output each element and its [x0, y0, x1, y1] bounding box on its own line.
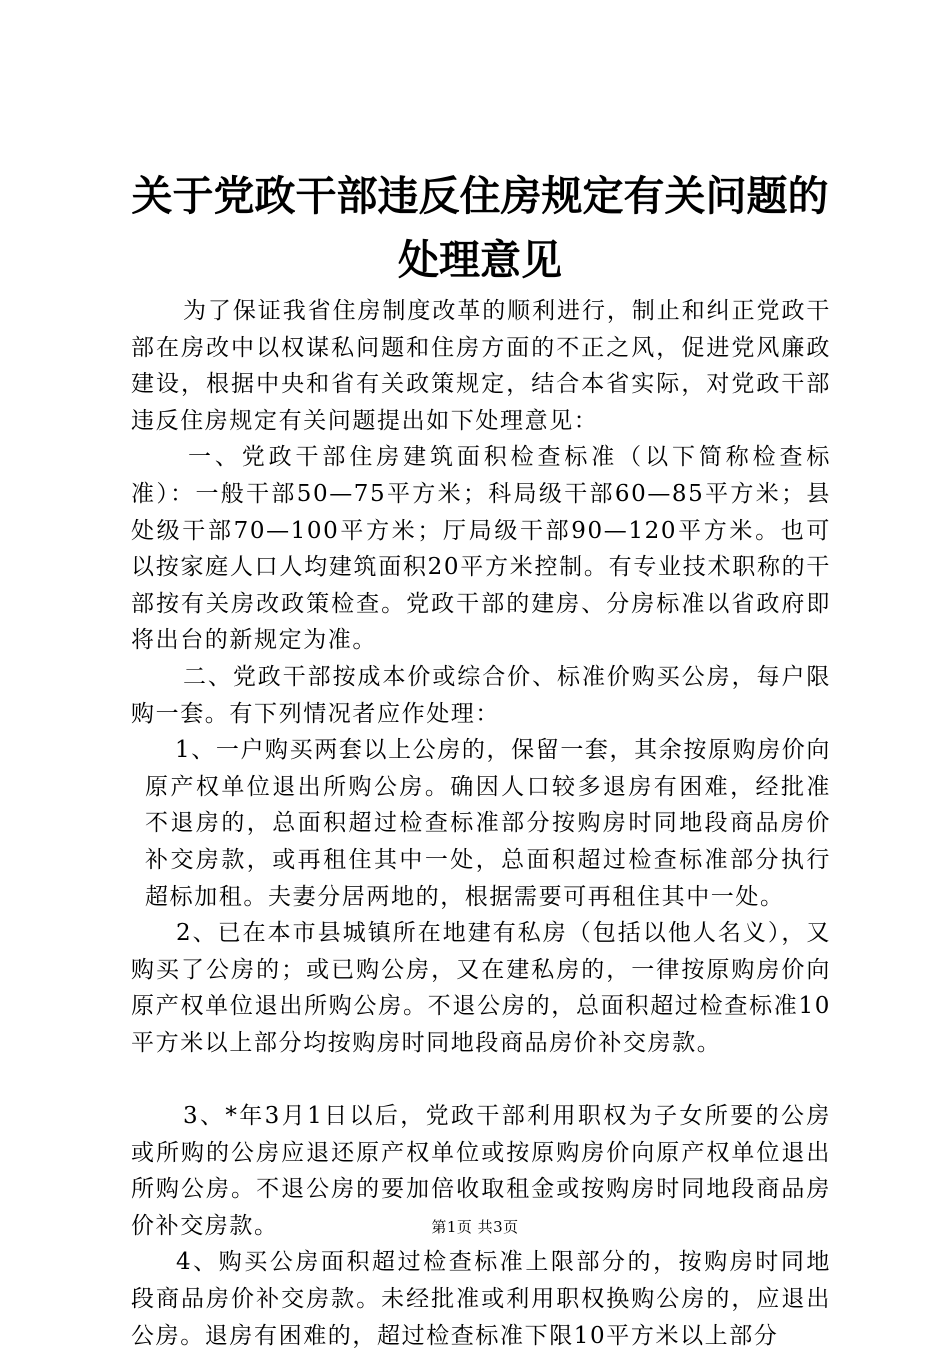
paragraph-item-1: 1、一户购买两套以上公房的，保留一套，其余按原购房价向原产权单位退出所购公房。确因人口较多退房有困难，经批准不退房的，总面积超过检查标准部分按购房时同地段商品房价补交房款，或再租住其中一处，总面积超过检查标准部分执行超标加租。夫妻分居两地的，根据需要可再租住其中一处。: [145, 737, 831, 910]
paragraph-section-2: 二、党政干部按成本价或综合价、标准价购买公房，每户限购一套。有下列情况者应作处理：: [131, 663, 831, 727]
paragraph-section-1: 一、党政干部住房建筑面积检查标准（以下简称检查标准）：一般干部50—75平方米；科局级干部60—85平方米；县处级干部70—100平方米；厅局级干部90—120平方米。也可以按家庭人口人均建筑面积20平方米控制。有专业技术职称的干部按有关房改政策检查。党政干部的建房、分房标准以省政府即将出台的新规定为准。: [131, 444, 831, 654]
paragraph-spacer: [131, 1061, 831, 1098]
paragraph-item-4: 4、购买公房面积超过检查标准上限部分的，按购房时同地段商品房价补交房款。未经批准或利用职权换购公房的，应退出公房。退房有困难的，超过检查标准下限10平方米以上部分: [131, 1249, 831, 1349]
paragraph-item-3: 3、*年3月1日以后，党政干部利用职权为子女所要的公房或所购的公房应退还原产权单位或按原购房价向原产权单位退出所购公房。不退公房的要加倍收取租金或按购房时同地段商品房价补交房款。: [131, 1103, 831, 1239]
document-body: [131, 293, 831, 1354]
page-footer: 第1页 共3页: [431, 1218, 519, 1236]
document-title: 关于党政干部违反住房规定有关问题的处理意见: [131, 172, 829, 284]
paragraph-intro: 为了保证我省住房制度改革的顺利进行，制止和纠正党政干部在房改中以权谋私问题和住房方面的不正之风，促进党风廉政建设，根据中央和省有关政策规定，结合本省实际，对党政干部违反住房规定有关问题提出如下处理意见：: [131, 298, 831, 434]
paragraph-item-2: 2、已在本市县城镇所在地建有私房（包括以他人名义），又购买了公房的；或已购公房，又在建私房的，一律按原购房价向原产权单位退出所购公房。不退公房的，总面积超过检查标准10平方米以上部分均按购房时同地段商品房价补交房款。: [131, 920, 831, 1056]
